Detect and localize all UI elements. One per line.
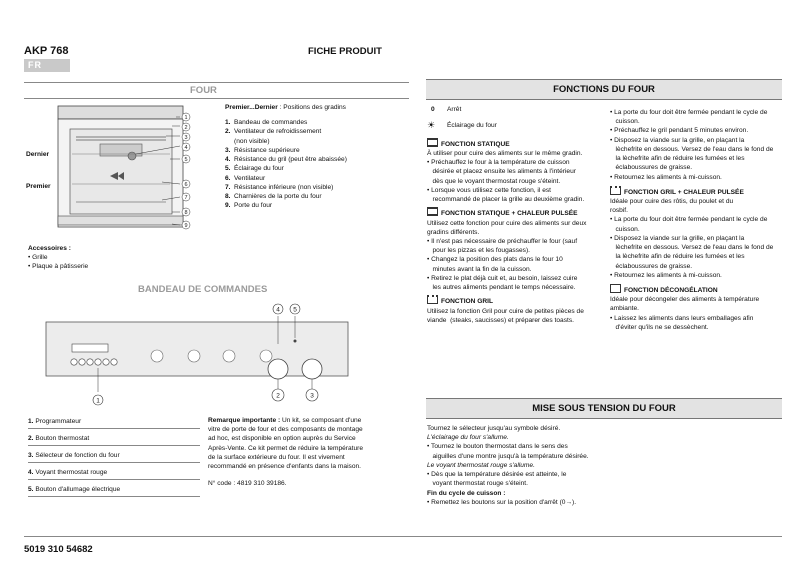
text-line: pour les pizzas et les fougasses).: [427, 247, 530, 255]
text-line: Utilisez la fonction Gril pour cuire de petites pièces de: [427, 307, 584, 315]
gradins-intro-bold: Premier...Dernier: [225, 104, 278, 111]
defrost-title: FONCTION DÉCONGÉLATION: [624, 286, 718, 294]
function-light: [427, 119, 603, 132]
fan-function-heading: [427, 207, 603, 218]
text-line: • Changez la position des plats dans le four 10: [427, 256, 563, 264]
remark-title: Remarque importante :: [208, 417, 281, 424]
text-line: • Préchauffez le four à la température de cuisson: [427, 159, 570, 167]
grill-instructions: [610, 108, 786, 182]
part-number: 7.: [225, 183, 231, 191]
part-label: Charnières de la porte du four: [234, 192, 322, 200]
part-label: Résistance supérieure: [234, 146, 300, 154]
part-item: [225, 183, 410, 192]
language-badge: FR: [24, 59, 70, 72]
control-number: 2.: [28, 435, 34, 442]
text-line: cuisson.: [610, 225, 640, 233]
light-label: Éclairage du four: [447, 122, 497, 130]
fan-function-icon: [427, 207, 438, 216]
part-label: Résistance inférieure (non visible): [234, 183, 334, 191]
four-title: FOUR: [190, 85, 217, 96]
accessories: [28, 244, 88, 272]
document-title: FICHE PRODUIT: [308, 46, 382, 57]
part-item: [225, 201, 410, 210]
model-number: AKP 768: [24, 45, 69, 57]
text-line: viande (steaks, saucisses) et préparer des toasts.: [427, 316, 574, 324]
control-label: Programmateur: [35, 418, 82, 425]
part-item: [225, 137, 410, 146]
text-line: • Il n'est pas nécessaire de préchauffer le four (sauf: [427, 238, 578, 245]
part-item: [225, 118, 410, 127]
diagram-num: 6: [184, 182, 188, 188]
part-label: Ventilateur de refroidissement: [234, 128, 322, 136]
text-line: ambiante.: [610, 305, 639, 313]
lamp-icon: ☀: [427, 120, 436, 131]
text-line: Idéale pour cuire des rôtis, du poulet et du: [610, 197, 734, 205]
remark-line: Après-Vente. Ce kit permet de réduire la température: [208, 444, 364, 452]
control-label: Bouton d'allumage électrique: [35, 486, 121, 493]
mise-block: [427, 424, 783, 507]
static-function-icon: [427, 138, 438, 147]
part-number: 3.: [225, 146, 231, 154]
text-line: • Disposez la viande sur la grille, en plaçant la: [610, 234, 745, 242]
text-line: • Lorsque vous utilisez cette fonction, il est: [427, 186, 551, 194]
control-item: [28, 480, 200, 497]
fan-function-text: [427, 219, 603, 293]
text-line: d'éviter qu'ils ne se dessèchent.: [610, 323, 709, 331]
mise-line-last: [427, 498, 783, 507]
text-line: recommandé de placer la grille au deuxième gradin.: [427, 196, 585, 204]
footer-code: 5019 310 54682: [24, 544, 93, 555]
mise-line: Fin du cycle de cuisson :: [427, 489, 506, 497]
remark-line: de la surface extérieure du four. Il est vivement: [208, 453, 345, 461]
part-number: 2.: [225, 128, 231, 136]
mise-line: Le voyant thermostat rouge s'allume.: [427, 461, 535, 469]
diagram-num: 9: [184, 223, 188, 229]
four-description: [225, 103, 410, 210]
panel-num: 2: [276, 392, 280, 400]
gradins-intro-text: : Positions des gradins: [277, 104, 346, 111]
remark-line: vitre de porte de four et des composants de montage: [208, 426, 363, 434]
panel-num: 5: [293, 306, 297, 314]
accessories-title: Accessoires :: [28, 245, 71, 252]
grill-function-icon: [427, 295, 438, 304]
text-line: éclaboussures de graisse.: [610, 262, 693, 270]
part-number: 5.: [225, 165, 231, 173]
bandeau-title: BANDEAU DE COMMANDES: [138, 284, 268, 295]
fonctions-left-column: [427, 105, 603, 325]
part-number: 1.: [225, 119, 231, 127]
part-number: 6.: [225, 174, 231, 182]
mise-line: L'éclairage du four s'allume.: [427, 434, 509, 442]
static-function-heading: [427, 138, 603, 149]
panel-num: 3: [310, 392, 314, 400]
part-item: [225, 146, 410, 155]
text-line: lèchefrite en dessous. Versez de l'eau dans le fond de: [610, 145, 774, 153]
part-label: Éclairage du four: [234, 165, 284, 173]
part-item: [225, 164, 410, 173]
diagram-num: 8: [184, 210, 188, 216]
mise-line: aiguilles d'une montre jusqu'à la température désirée.: [427, 452, 589, 460]
label-premier: Premier: [26, 183, 51, 190]
fonctions-right-column: [610, 108, 786, 332]
off-label: Arrêt: [447, 106, 462, 113]
text-line: • Disposez la viande sur la grille, en plaçant la: [610, 136, 745, 144]
text-line: • La porte du four doit être fermée pendant le cycle de: [610, 109, 768, 116]
text-line: • Retournez les aliments à mi-cuisson.: [610, 271, 722, 279]
part-number: 8.: [225, 192, 231, 200]
control-item: [28, 412, 200, 429]
text-line: • Laissez les aliments dans leurs emballages afin: [610, 314, 754, 322]
panel-num: 1: [96, 397, 100, 405]
part-label: (non visible): [234, 137, 270, 145]
mise-line-end: →).: [565, 498, 577, 506]
text-line: éclaboussures de graisse.: [610, 164, 693, 172]
text-line: les autres aliments pendant le temps nécessaire.: [427, 284, 576, 292]
grill-fan-icon: [610, 186, 621, 195]
remark-line: recommandé en présence d'enfants dans la maison.: [208, 463, 362, 471]
mise-title: MISE SOUS TENSION DU FOUR: [426, 398, 782, 419]
controls-list: [28, 412, 200, 497]
panel-num: 4: [276, 306, 280, 314]
function-off: [427, 105, 603, 114]
control-label: Sélecteur de fonction du four: [35, 452, 120, 459]
grill-fan-text: [610, 197, 786, 280]
grill-function-title: FONCTION GRIL: [441, 298, 494, 306]
label-dernier: Dernier: [26, 151, 50, 158]
accessory-item: • Plaque à pâtisserie: [28, 263, 89, 271]
defrost-heading: [610, 284, 786, 295]
control-item: [28, 463, 200, 480]
grill-fan-heading: [610, 186, 786, 197]
text-line: minutes avant la fin de la cuisson.: [427, 265, 532, 273]
text-line: rosbif.: [610, 207, 628, 215]
text-line: • Préchauffez le gril pendant 5 minutes environ.: [610, 127, 749, 135]
remark-line: Un kit, se composant d'une: [280, 417, 362, 424]
control-number: 3.: [28, 452, 34, 459]
control-number: 4.: [28, 469, 34, 476]
defrost-icon: [610, 284, 621, 293]
control-number: 5.: [28, 486, 34, 493]
diagram-num: 4: [184, 145, 188, 151]
oven-diagram: [52, 104, 202, 234]
mise-line: Tournez le sélecteur jusqu'au symbole désiré.: [427, 425, 561, 432]
part-number: 4.: [225, 156, 231, 164]
four-bottom-rule: [24, 98, 409, 99]
text-line: Utilisez cette fonction pour cuire des aliments sur deux: [427, 219, 587, 227]
text-line: • Retirez le plat déjà cuit et, au besoin, laissez cuire: [427, 274, 578, 282]
mise-line-text: • Remettez les boutons sur la position d'arrêt (0: [427, 498, 566, 506]
gradins-intro: [225, 103, 410, 112]
diagram-num: 5: [184, 157, 188, 163]
fan-function-title: FONCTION STATIQUE + CHALEUR PULSÉE: [441, 210, 578, 218]
text-line: la lèchefrite afin de réduire les fumées et les: [610, 253, 745, 261]
text-line: • La porte du four doit être fermée pendant le cycle de: [610, 216, 768, 224]
text-line: lèchefrite en dessous. Versez de l'eau dans le fond de: [610, 244, 774, 252]
defrost-text: [610, 295, 786, 332]
part-code: N° code : 4819 310 39186.: [208, 480, 287, 488]
mise-line: • Dès que la température désirée est atteinte, le: [427, 471, 567, 479]
control-item: [28, 446, 200, 463]
fonctions-title: FONCTIONS DU FOUR: [426, 79, 782, 100]
grill-fan-title: FONCTION GRIL + CHALEUR PULSÉE: [624, 188, 744, 196]
diagram-num: 2: [184, 125, 188, 131]
control-label: Voyant thermostat rouge: [35, 469, 108, 476]
four-top-rule: [24, 82, 409, 83]
remark-line: ad hoc, est disponible en option auprès du Service: [208, 435, 356, 443]
text-line: • Retournez les aliments à mi-cuisson.: [610, 173, 722, 181]
parts-list: [225, 118, 410, 210]
text-line: désirée et placez ensuite les aliments à l'intérieur: [427, 168, 576, 176]
part-item: [225, 127, 410, 136]
mise-line: • Tournez le bouton thermostat dans le sens des: [427, 443, 568, 451]
text-line: À utiliser pour cuire des aliments sur le même gradin.: [427, 150, 583, 158]
text-line: gradins différents.: [427, 228, 480, 236]
part-label: Bandeau de commandes: [234, 119, 308, 127]
control-panel-diagram: [44, 300, 354, 410]
part-item: [225, 192, 410, 201]
part-label: Ventilateur: [234, 174, 266, 182]
text-line: Idéale pour décongeler des aliments à température: [610, 296, 760, 304]
diagram-num: 7: [184, 195, 188, 201]
diagram-num: 3: [184, 135, 188, 141]
control-label: Bouton thermostat: [35, 435, 90, 442]
part-label: Porte du four: [234, 202, 273, 210]
static-function-title: FONCTION STATIQUE: [441, 140, 510, 148]
control-number: 1.: [28, 418, 34, 425]
control-item: [28, 429, 200, 446]
off-symbol: 0: [431, 106, 435, 113]
part-item: [225, 174, 410, 183]
static-function-text: [427, 149, 603, 204]
part-label: Résistance du gril (peut être abaissée): [234, 156, 347, 164]
mise-line: voyant thermostat rouge s'éteint.: [427, 480, 528, 488]
text-line: la lèchefrite afin de réduire les fumées et les: [610, 155, 745, 163]
text-line: dès que le voyant thermostat rouge s'éteint.: [427, 177, 561, 185]
footer-rule: [24, 536, 782, 537]
diagram-num: 1: [184, 115, 188, 121]
grill-function-heading: [427, 295, 603, 306]
accessory-item: • Grille: [28, 254, 48, 262]
text-line: cuisson.: [610, 118, 640, 126]
part-item: [225, 155, 410, 164]
part-number: 9.: [225, 202, 231, 210]
remark-block: [208, 416, 408, 489]
grill-function-text: [427, 307, 603, 325]
